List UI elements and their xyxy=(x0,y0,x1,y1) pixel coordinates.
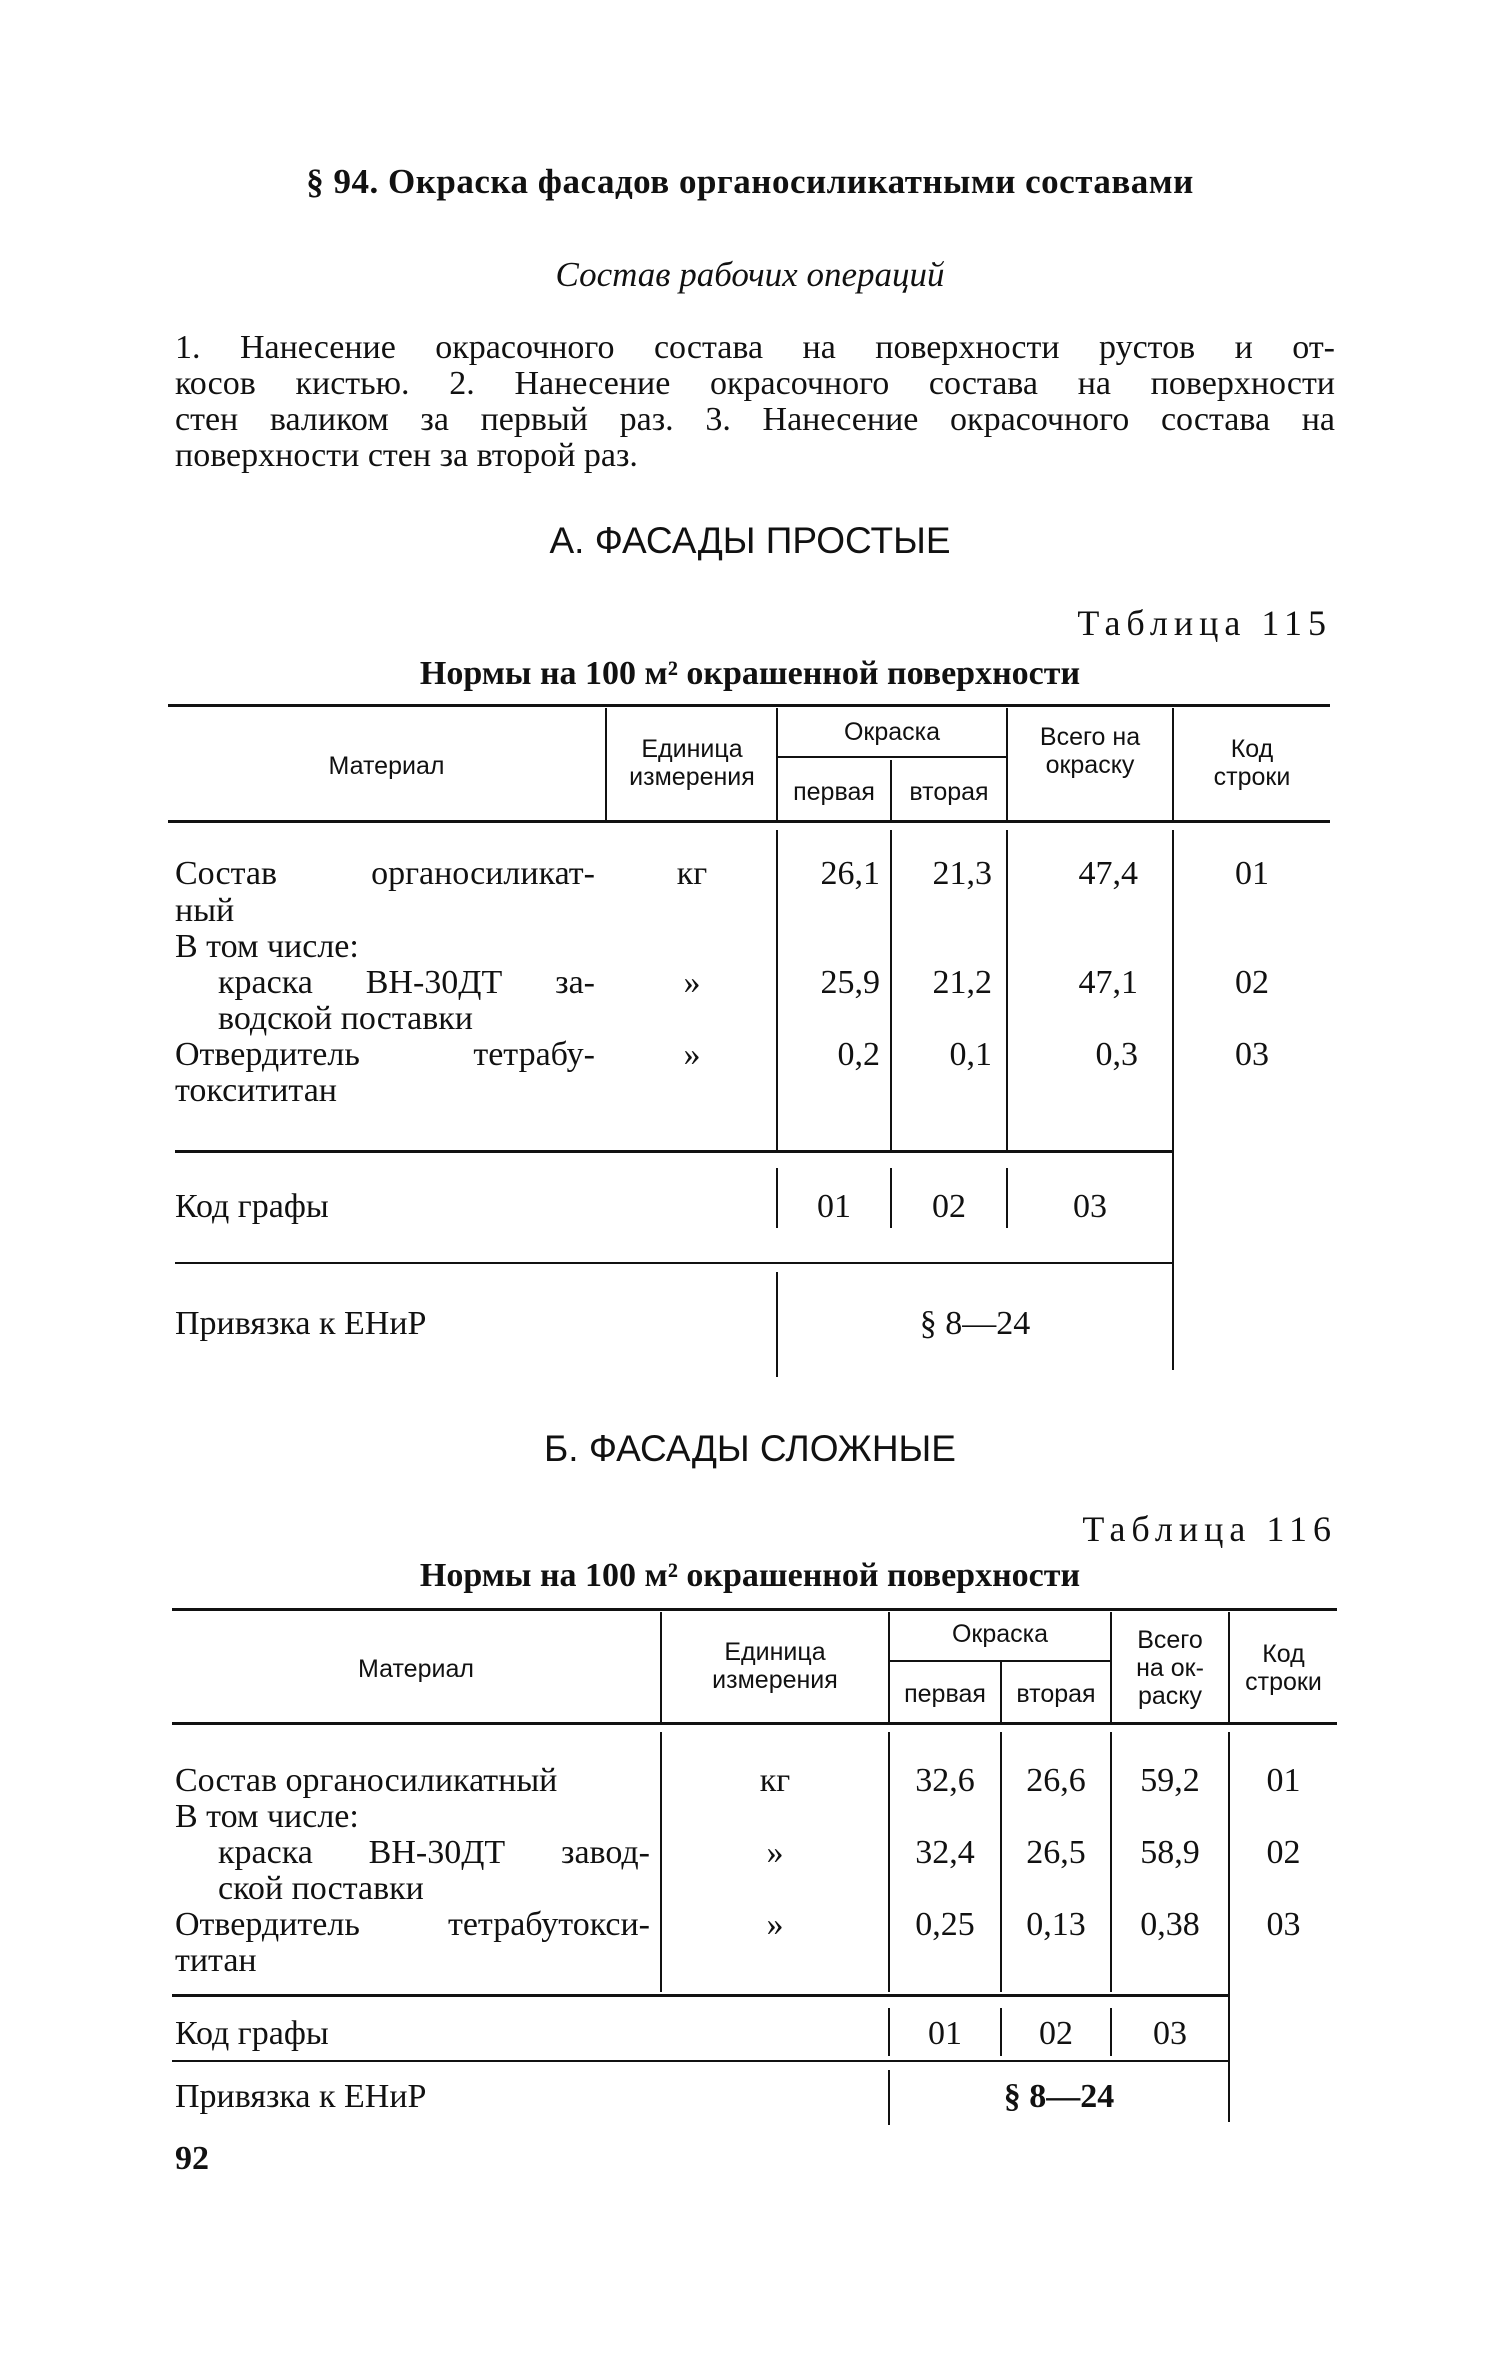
paragraph-line: стен валиком за первый раз. 3. Нанесение окрасочного состава на xyxy=(175,401,1335,438)
header-total: Всего на окраску xyxy=(1039,723,1141,779)
table-row-material: Отвердитель тетрабутокси- xyxy=(175,1906,650,1943)
table-row-second: 26,6 xyxy=(1026,1762,1086,1799)
table-row-total: 0,3 xyxy=(1095,1036,1138,1073)
table-row-first: 0,25 xyxy=(915,1906,975,1943)
paragraph-line: косов кистью. 2. Нанесение окрасочного состава на поверхности xyxy=(175,365,1335,402)
header-code: Код строки xyxy=(1213,735,1291,791)
operations-paragraph xyxy=(175,330,1335,474)
table-row-material: краска ВН-30ДТ за- xyxy=(218,964,595,1001)
graph-code: 02 xyxy=(932,1188,966,1225)
table-row-material: Отвердитель тетрабу- xyxy=(175,1036,595,1073)
header-painting: Окраска xyxy=(843,718,941,746)
graph-code: 01 xyxy=(928,2015,962,2052)
header-first: первая xyxy=(904,1680,986,1708)
table-row-unit: кг xyxy=(676,855,708,892)
enir-value: § 8—24 xyxy=(919,1305,1031,1342)
header-material: Материал xyxy=(358,1655,474,1683)
table-row-unit: » xyxy=(683,1036,701,1073)
header-unit: Единица измерения xyxy=(629,735,755,791)
header-painting: Окраска xyxy=(951,1620,1049,1648)
table-row-second: 21,2 xyxy=(932,964,992,1001)
header-material: Материал xyxy=(328,752,445,780)
part-b-title: Б. ФАСАДЫ СЛОЖНЫЕ xyxy=(544,1428,956,1469)
header-first: первая xyxy=(793,778,875,806)
table-row-code: 02 xyxy=(1266,1834,1301,1871)
header-total: Всего на ок- раску xyxy=(1136,1626,1204,1710)
page-number: 92 xyxy=(175,2140,209,2177)
table-row-material: В том числе: xyxy=(175,928,359,965)
table-116-label: Таблица 116 xyxy=(1082,1509,1337,1549)
table-115-label: Таблица 115 xyxy=(1077,603,1332,643)
table-row-second: 21,3 xyxy=(932,855,992,892)
table-row-total: 47,4 xyxy=(1078,855,1138,892)
table-row-unit: » xyxy=(766,1834,784,1871)
header-code: Код строки xyxy=(1245,1640,1322,1696)
part-a-title: А. ФАСАДЫ ПРОСТЫЕ xyxy=(549,520,951,561)
table-row-unit: кг xyxy=(759,1762,791,1799)
table-row-unit: » xyxy=(683,964,701,1001)
paragraph-line: поверхности стен за второй раз. xyxy=(175,437,638,474)
table-row-material: титан xyxy=(175,1942,257,1979)
table-row-material: токсититан xyxy=(175,1072,337,1109)
graph-code: 01 xyxy=(817,1188,851,1225)
graph-code: 03 xyxy=(1153,2015,1187,2052)
table-row-material: водской поставки xyxy=(218,1000,473,1037)
table-row-code: 03 xyxy=(1235,1036,1269,1073)
table-row-code: 01 xyxy=(1235,855,1269,892)
table-row-material: Состав органосиликат- xyxy=(175,855,595,892)
graph-code-label: Код графы xyxy=(175,2015,329,2052)
table-row-code: 01 xyxy=(1266,1762,1301,1799)
table-row-total: 59,2 xyxy=(1140,1762,1200,1799)
header-second: вторая xyxy=(909,778,989,806)
table-row-second: 26,5 xyxy=(1026,1834,1086,1871)
table-row-total: 0,38 xyxy=(1140,1906,1200,1943)
table-row-total: 58,9 xyxy=(1140,1834,1200,1871)
table-row-second: 0,1 xyxy=(949,1036,992,1073)
table-row-material: ской поставки xyxy=(218,1870,424,1907)
table-row-first: 32,6 xyxy=(915,1762,975,1799)
table-116-caption: Нормы на 100 м² окрашенной поверхности xyxy=(419,1557,1081,1594)
graph-code: 03 xyxy=(1073,1188,1107,1225)
table-row-code: 03 xyxy=(1266,1906,1301,1943)
enir-label: Привязка к ЕНиР xyxy=(175,2078,427,2115)
graph-code-label: Код графы xyxy=(175,1188,329,1225)
table-row-second: 0,13 xyxy=(1026,1906,1086,1943)
enir-label: Привязка к ЕНиР xyxy=(175,1305,427,1342)
header-second: вторая xyxy=(1016,1680,1096,1708)
table-row-total: 47,1 xyxy=(1078,964,1138,1001)
section-title: § 94. Окраска фасадов органосиликатными составами xyxy=(306,162,1194,201)
table-row-material: Состав органосиликатный xyxy=(175,1762,558,1799)
header-unit: Единица измерения xyxy=(712,1638,838,1694)
table-row-first: 32,4 xyxy=(915,1834,975,1871)
section-subtitle: Состав рабочих операций xyxy=(555,255,945,294)
table-row-material: краска ВН-30ДТ завод- xyxy=(218,1834,650,1871)
table-row-code: 02 xyxy=(1235,964,1269,1001)
enir-value: § 8—24 xyxy=(1003,2078,1115,2115)
graph-code: 02 xyxy=(1039,2015,1073,2052)
table-row-unit: » xyxy=(766,1906,784,1943)
table-row-material: ный xyxy=(175,892,235,929)
table-row-first: 0,2 xyxy=(837,1036,880,1073)
table-row-first: 26,1 xyxy=(820,855,880,892)
table-row-first: 25,9 xyxy=(820,964,880,1001)
table-115-caption: Нормы на 100 м² окрашенной поверхности xyxy=(419,655,1081,692)
paragraph-line: 1. Нанесение окрасочного состава на поверхности рустов и от- xyxy=(175,329,1335,366)
table-row-material: В том числе: xyxy=(175,1798,359,1835)
